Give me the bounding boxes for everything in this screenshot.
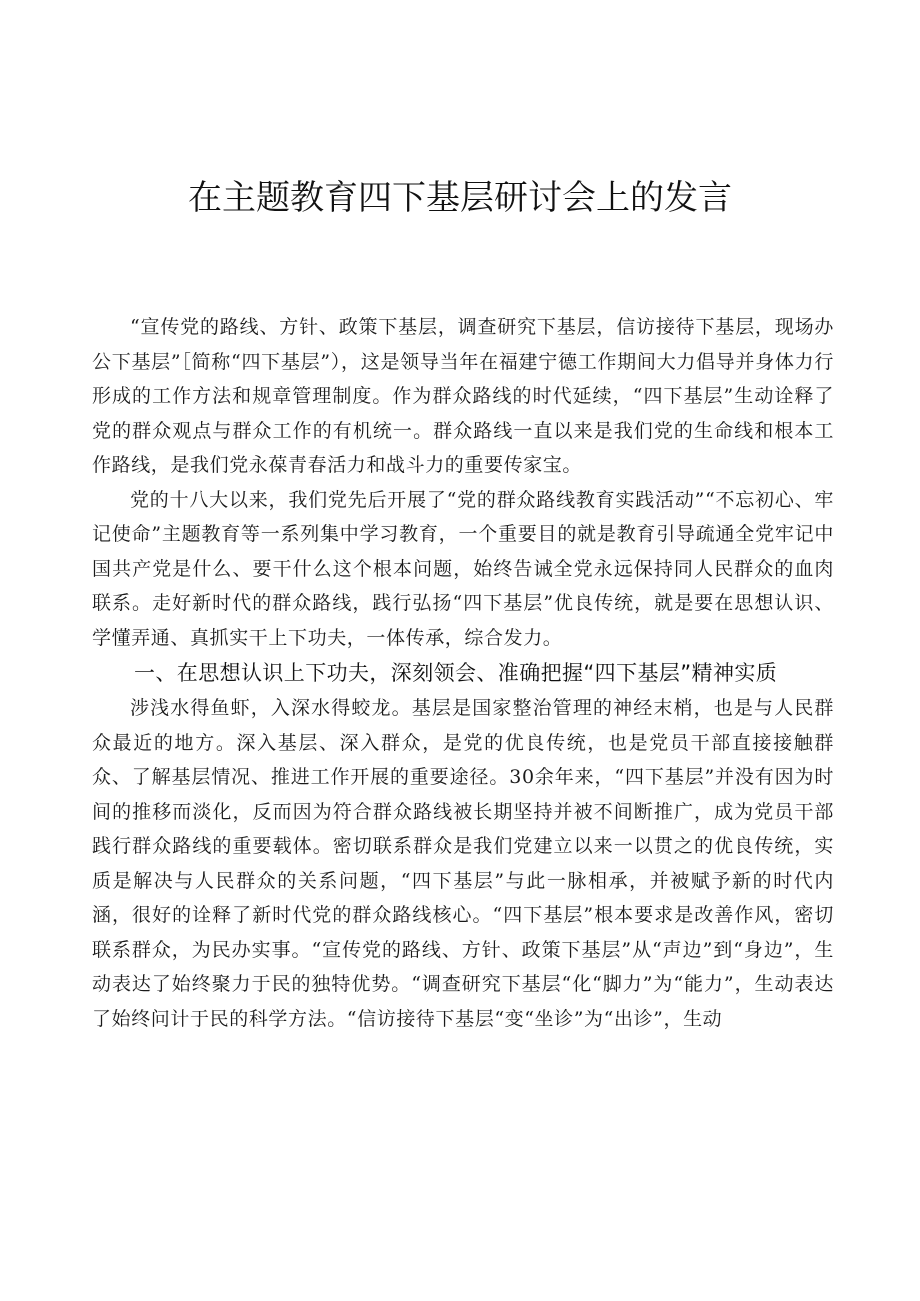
- paragraph-background: 党的十八大以来，我们党先后开展了“党的群众路线教育实践活动”“不忘初心、牢记使命”主题教育等一系列集中学习教育，一个重要目的就是教育引导疏通全党牢记中国共产党是什么、要干什么这个根本问题，始终告诫全党永远保持同人民群众的血肉联系。走好新时代的群众路线，践行弘扬“四下基层”优良传统，就是要在思想认识、学懂弄通、真抓实干上下功夫，一体传承，综合发力。: [92, 488, 834, 649]
- document-title: 在主题教育四下基层研讨会上的发言: [188, 178, 732, 218]
- section-heading-1: 一、在思想认识上下功夫，深刻领会、准确把握“四下基层”精神实质: [134, 661, 778, 685]
- document-body: [92, 310, 834, 1036]
- section-1-paragraph: 涉浅水得鱼虾，入深水得蛟龙。基层是国家整治管理的神经末梢，也是与人民群众最近的地方。深入基层、深入群众，是党的优良传统，也是党员干部直接接触群众、了解基层情况、推进工作开展的重要途径。30余年来，“四下基层”并没有因为时间的推移而淡化，反而因为符合群众路线被长期坚持并被不间断推广，成为党员干部践行群众路线的重要载体。密切联系群众是我们党建立以来一以贯之的优良传统，实质是解决与人民群众的关系问题，“四下基层”与此一脉相承，并被赋予新的时代内涵，很好的诠释了新时代党的群众路线核心。“四下基层”根本要求是改善作风，密切联系群众，为民办实事。“宣传党的路线、方针、政策下基层”从“声边”到“身边”，生动表达了始终聚力于民的独特优势。“调查研究下基层“化“脚力”为“能力”，生动表达了始终问计于民的科学方法。“信访接待下基层“变“坐诊”为“出诊”，生动: [92, 697, 834, 1030]
- paragraph-intro: “宣传党的路线、方针、政策下基层，调查研究下基层，信访接待下基层，现场办公下基层”［简称“四下基层”），这是领导当年在福建宁德工作期间大力倡导并身体力行形成的工作方法和规章管理制度。作为群众路线的时代延续，“四下基层”生动诠释了党的群众观点与群众工作的有机统一。群众路线一直以来是我们党的生命线和根本工作路线，是我们党永葆青春活力和战斗力的重要传家宝。: [92, 316, 834, 476]
